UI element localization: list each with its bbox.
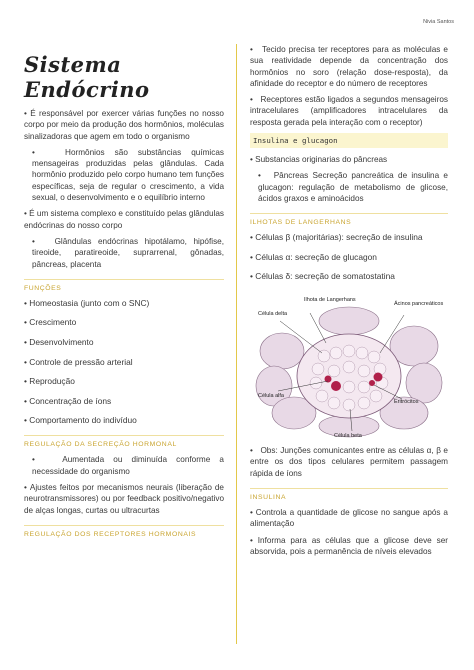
regulacao-item: • Ajustes feitos por mecanismos neurais (liberação de neurotransmissores) ou por feedback positivo/negativo de alças longas, curtas ou ultracurtas [24,482,224,516]
intro-item: • É um sistema complexo e constituído pelas glândulas endócrinas do nosso corpo [24,208,224,231]
islet-illustration [254,291,444,439]
insulina-item: • Controla a quantidade de glicose no sangue após a alimentação [250,507,448,530]
receptor-item: • Receptores estão ligados a segundos mensageiros intracelulares (amplificadores intracelulares da resposta gerada pela interação com o receptor) [250,94,448,128]
obs-note: • Obs: Junções comunicantes entre as células α, β e entre os dos tipos celulares permitem passagem rápida de íons [250,445,448,479]
intro-subitem: • Glândulas endócrinas hipotálamo, hipófise, tireoide, paratireoide, suprarrenal, gônadas, pâncreas, placenta [24,236,224,270]
section-heading-funcoes: FUNÇÕES [24,279,224,292]
funcao-item: • Desenvolvimento [24,337,224,348]
funcao-item: • Crescimento [24,317,224,328]
regulacao-subitem: • Aumentada ou diminuída conforme a necessidade do organismo [24,454,224,477]
funcao-item: • Comportamento do indivíduo [24,415,224,426]
islet-diagram [254,291,444,439]
intro-item: • É responsável por exercer várias funções no nosso corpo por meio da produção dos hormônios, moléculas sinalizadoras que agem em todo o organismo [24,108,224,142]
funcao-item: • Controle de pressão arterial [24,357,224,368]
right-column [250,44,448,562]
receptor-item: • Tecido precisa ter receptores para as moléculas e sua reatividade depende da concentração dos hormônios no soro (relação dose-resposta), da afinidade do receptor e do número de receptores [250,44,448,89]
funcao-item: • Homeostasia (junto com o SNC) [24,298,224,309]
label-ilhota: Ilhota de Langerhans [304,297,356,304]
funcao-item: • Concentração de íons [24,396,224,407]
ig-subitem: • Pâncreas Secreção pancreática de insulina e glucagon: regulação de metabolismo de glicose, ácidos graxos e aminoácidos [250,170,448,204]
label-alfa: Célula alfa [258,393,284,400]
left-column [24,44,224,544]
page-title: Sistema Endócrino [24,52,150,102]
label-delta: Célula delta [258,311,288,318]
label-beta: Célula beta [334,433,362,440]
funcao-item: • Reprodução [24,376,224,387]
section-heading-regulacao: REGULAÇÃO DA SECREÇÃO HORMONAL [24,435,224,448]
author-name: Nivia Santos [423,19,454,25]
ilhota-item: • Células α: secreção de glucagon [250,252,448,263]
label-acinos: Ácinos pancreáticos [394,301,444,308]
ilhota-item: • Células β (majoritárias): secreção de insulina [250,232,448,243]
label-eritro: Eritrócitos [394,399,419,406]
intro-subitem: • Hormônios são substâncias químicas mensageiras produzidas pelas glândulas. Cada hormônio produzido pelo corpo humano tem funções específicas, seja de regular o crescimento, a vida sexual, o desenvolvimento e o equilíbrio interno [24,147,224,203]
section-heading-receptores: REGULAÇÃO DOS RECEPTORES HORMONAIS [24,525,224,538]
ig-item: • Substancias originarias do pâncreas [250,154,448,165]
section-heading-ilhotas: ILHOTAS DE LANGERHANS [250,213,448,226]
ilhota-item: • Células δ: secreção de somatostatina [250,271,448,282]
highlight-insulina-glucagon: Insulina e glucagon [250,133,448,148]
column-divider [236,44,237,644]
insulina-item: • Informa para as células que a glicose deve ser absorvida, pois a permanência de níveis elevados [250,535,448,558]
section-heading-insulina: INSULINA [250,488,448,501]
